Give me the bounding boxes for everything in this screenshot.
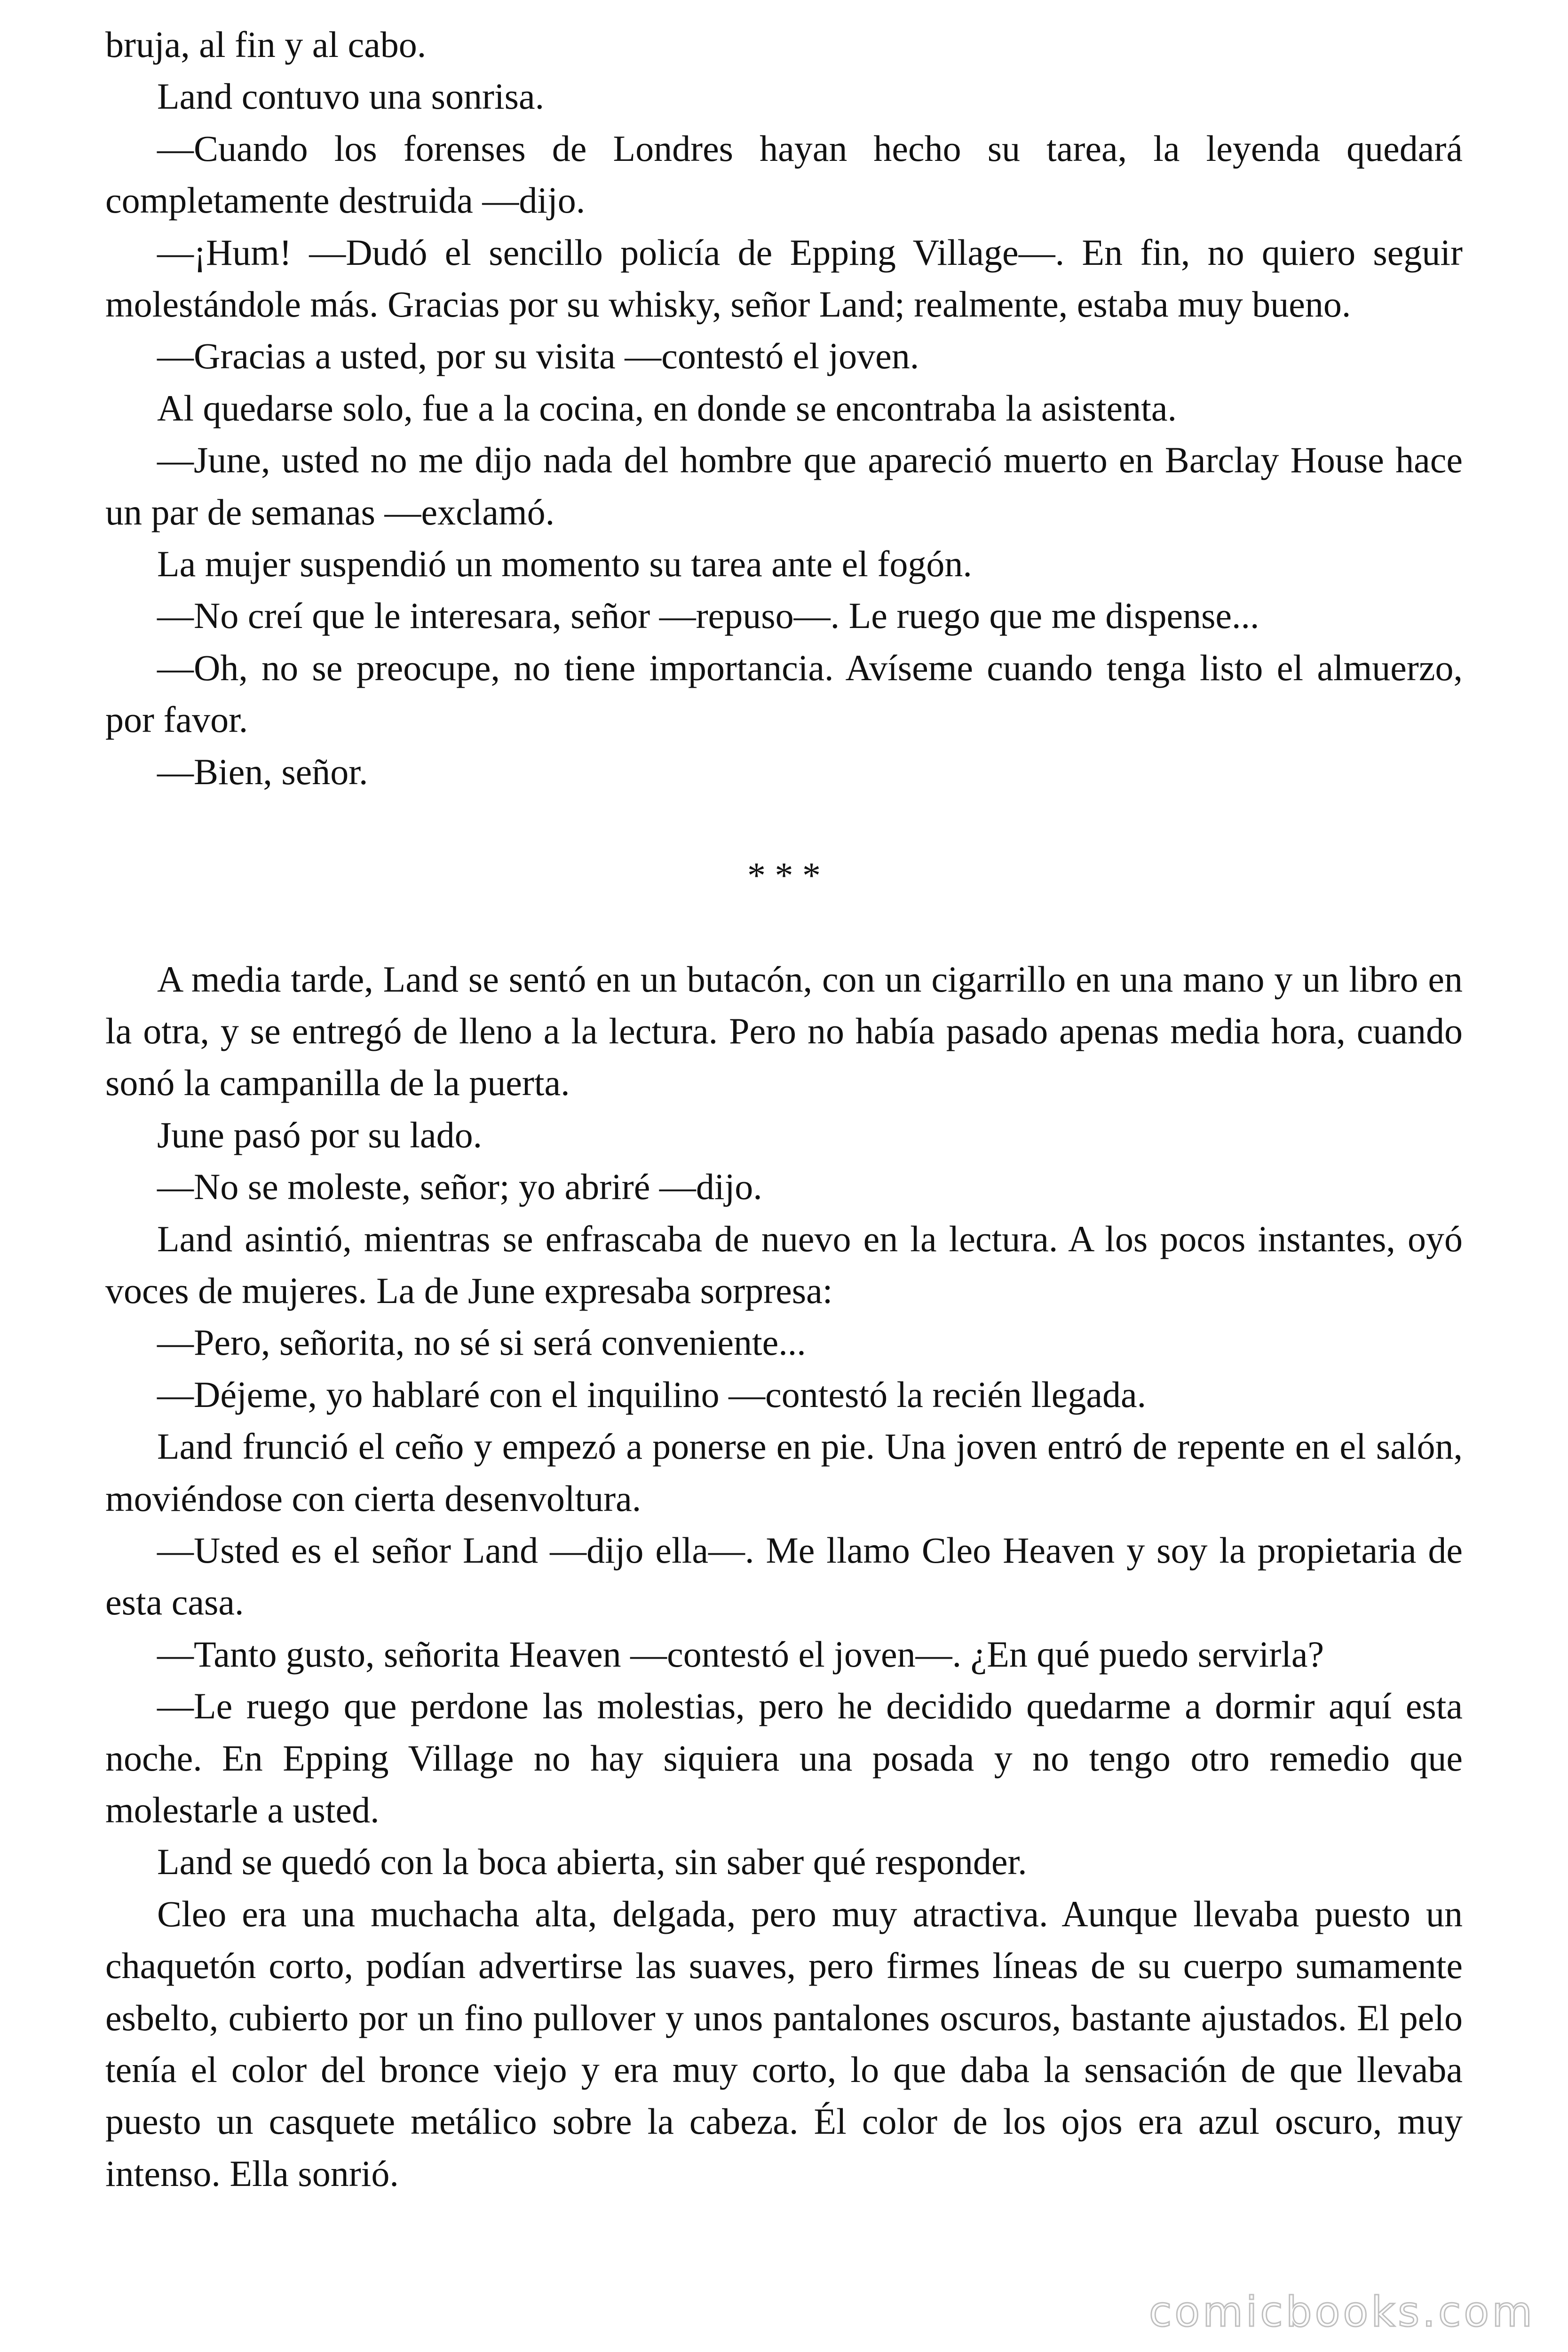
watermark: comicbooks.com [1148,2288,1535,2336]
paragraph: Land contuvo una sonrisa. [157,76,545,117]
paragraph: Al quedarse solo, fue a la cocina, en donde se encontraba la asistenta. [157,387,1177,429]
paragraph: —Bien, señor. [157,751,368,792]
paragraph: Cleo era una muchacha alta, delgada, pero muy atractiva. Aunque llevaba puesto un chaquetón corto, podían advertirse las suaves, pero firmes líneas de su cuerpo sumamente esbelto, cubierto por un fino pullover y unos pantalones oscuros, bastante ajustados. El pelo tenía el color del bronce viejo y era muy corto, lo que daba la sensación de que llevaba puesto un casquete metálico sobre la cabeza. Él color de los ojos era azul oscuro, muy intenso. Ella sonrió. [105,1893,1463,2194]
paragraph: —Tanto gusto, señorita Heaven —contestó el joven—. ¿En qué puedo servirla? [157,1633,1324,1675]
paragraph: —June, usted no me dijo nada del hombre que apareció muerto en Barclay House hace un par de semanas —exclamó. [105,439,1463,532]
paragraph: bruja, al fin y al cabo. [105,24,427,65]
paragraph: —Oh, no se preocupe, no tiene importancia. Avíseme cuando tenga listo el almuerzo, por favor. [105,647,1463,740]
paragraph: Land asintió, mientras se enfrascaba de nuevo en la lectura. A los pocos instantes, oyó voces de mujeres. La de June expresaba sorpresa: [105,1218,1463,1311]
paragraph: —Pero, señorita, no sé si será conveniente... [157,1322,806,1363]
paragraph: —Gracias a usted, por su visita —contestó el joven. [157,335,919,377]
paragraph: June pasó por su lado. [157,1114,483,1155]
paragraph: Land frunció el ceño y empezó a ponerse en pie. Una joven entró de repente en el salón, moviéndose con cierta desenvoltura. [105,1426,1463,1519]
paragraph: La mujer suspendió un momento su tarea ante el fogón. [157,543,972,585]
page-body-text [105,19,1463,2200]
paragraph: —No se moleste, señor; yo abriré —dijo. [157,1166,762,1208]
paragraph: —Déjeme, yo hablaré con el inquilino —contestó la recién llegada. [157,1374,1147,1415]
paragraph: —Le ruego que perdone las molestias, pero he decidido quedarme a dormir aquí esta noche. En Epping Village no hay siquiera una posada y no tengo otro remedio que molestarle a usted. [105,1685,1463,1830]
paragraph: Land se quedó con la boca abierta, sin saber qué responder. [157,1841,1027,1883]
paragraph: —¡Hum! —Dudó el sencillo policía de Epping Village—. En fin, no quiero seguir molestándole más. Gracias por su whisky, señor Land; realmente, estaba muy bueno. [105,231,1463,325]
paragraph: —Cuando los forenses de Londres hayan hecho su tarea, la leyenda quedará completamente destruida —dijo. [105,127,1463,221]
paragraph: —Usted es el señor Land —dijo ella—. Me llamo Cleo Heaven y soy la propietaria de esta casa. [105,1529,1463,1623]
paragraph: —No creí que le interesara, señor —repuso—. Le ruego que me dispense... [157,595,1259,636]
paragraph: A media tarde, Land se sentó en un butacón, con un cigarrillo en una mano y un libro en la otra, y se entregó de lleno a la lectura. Pero no había pasado apenas media hora, cuando sonó la campanilla de la puerta. [105,958,1463,1104]
section-separator: * * * [747,855,821,896]
